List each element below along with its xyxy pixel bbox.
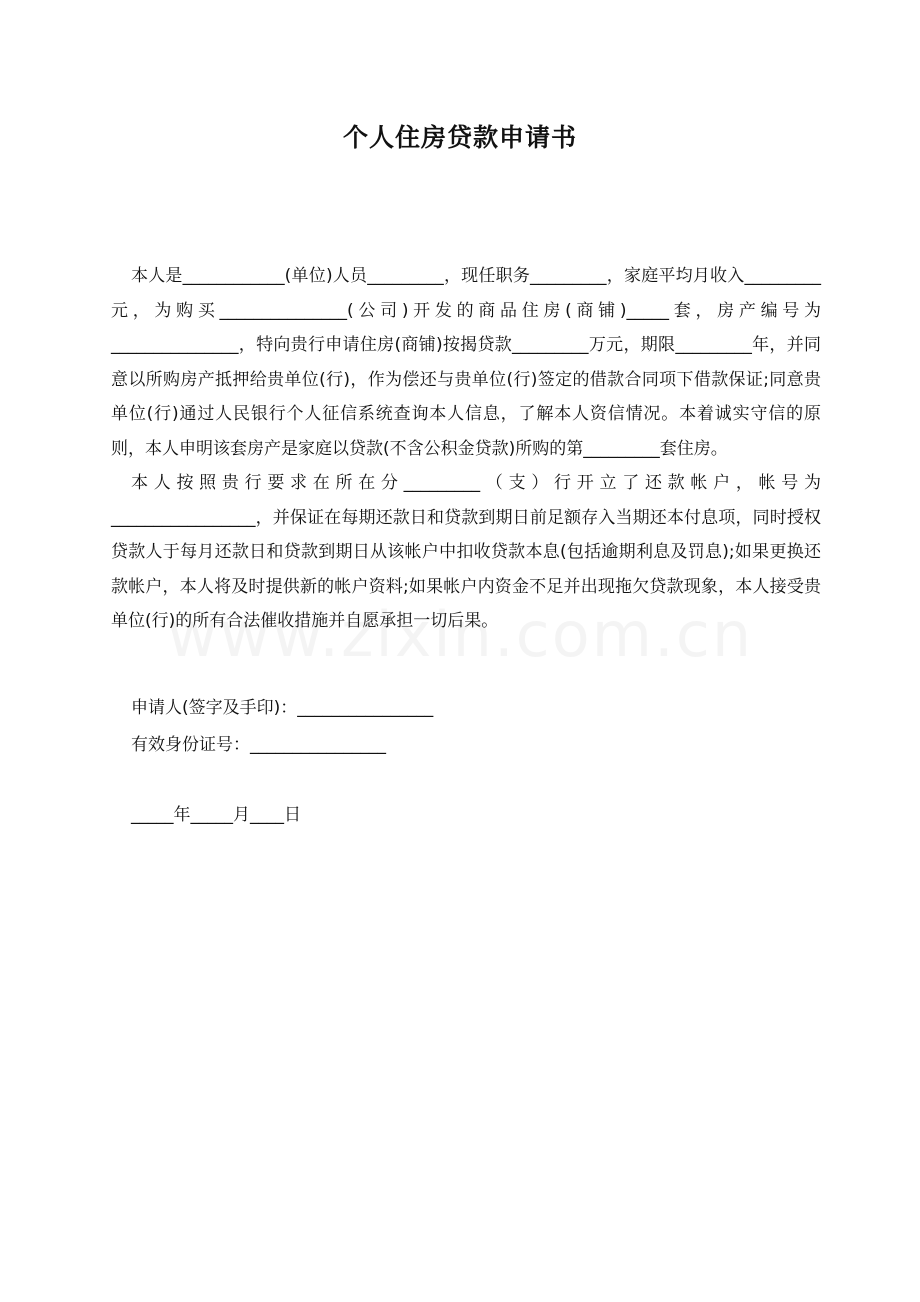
document-title: 个人住房贷款申请书 <box>342 123 577 152</box>
paragraph-repayment-account: 本人按照贵行要求在所在分_________（支）行开立了还款帐户，帐号为_________________，并保证在每期还款日和贷款到期日前足额存入当期还本付息项，同时授权贷款人于每月还款日和贷款到期日从该帐户中扣收贷款本息(包括逾期利息及罚息);如果更换还款帐户，本人将及时提供新的帐户资料;如果帐户内资金不足并出现拖欠贷款现象，本人接受贵单位(行)的所有合法催收措施并自愿承担一切后果。 <box>111 473 821 631</box>
paragraph-loan-application: 本人是____________(单位)人员_________，现任职务_________，家庭平均月收入_________元，为购买_______________(公司)开发的商品住房(商铺)_____套，房产编号为_______________，特向贵行申请住房(商铺)按揭贷款_________万元，期限_________年，并同意以所购房产抵押给贵单位(行)，作为偿还与贵单位(行)签定的借款合同项下借款保证;同意贵单位(行)通过人民银行个人征信系统查询本人信息，了解本人资信情况。本着诚实守信的原则，本人申明该套房产是家庭以贷款(不含公积金贷款)所购的第_________套住房。 <box>111 266 821 459</box>
applicant-signature-line: 申请人(签字及手印)：________________ <box>131 698 434 718</box>
document-body <box>111 259 821 639</box>
date-line: _____年_____月____日 <box>131 805 301 825</box>
watermark <box>0 598 920 671</box>
id-number-line: 有效身份证号：________________ <box>131 735 386 755</box>
